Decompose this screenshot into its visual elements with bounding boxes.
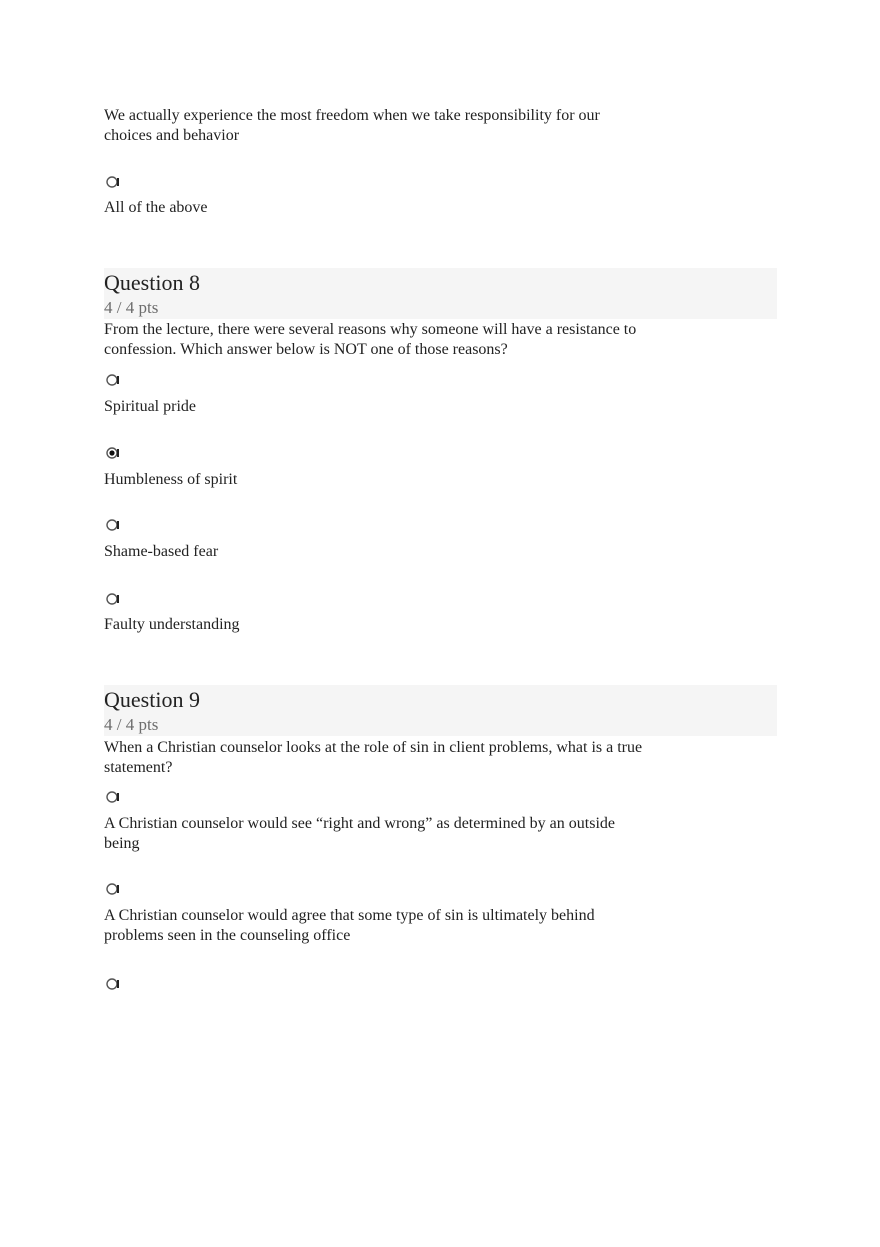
answer-text: Shame-based fear <box>104 543 219 560</box>
answer-text: We actually experience the most freedom when we take responsibility for our choices and behavior <box>104 107 600 144</box>
question-title: Question 8 <box>104 270 200 295</box>
radio-button-selected[interactable] <box>105 445 121 461</box>
radio-button[interactable] <box>105 881 121 897</box>
answer-text: Spiritual pride <box>104 398 196 415</box>
question-points: 4 / 4 pts <box>104 298 159 317</box>
radio-button[interactable] <box>105 789 121 805</box>
question-title: Question 9 <box>104 687 200 712</box>
question-prompt: When a Christian counselor looks at the role of sin in client problems, what is a true statement? <box>104 739 643 776</box>
question-header <box>104 685 777 736</box>
question-header <box>104 268 777 319</box>
radio-button[interactable] <box>105 517 121 533</box>
answer-text: Humbleness of spirit <box>104 471 238 488</box>
answer-text: A Christian counselor would agree that some type of sin is ultimately behind problems seen in the counseling office <box>104 907 595 944</box>
radio-button[interactable] <box>105 372 121 388</box>
radio-button[interactable] <box>105 591 121 607</box>
radio-button[interactable] <box>105 174 121 190</box>
answer-text: A Christian counselor would see “right and wrong” as determined by an outside being <box>104 815 615 852</box>
question-prompt: From the lecture, there were several reasons why someone will have a resistance to confession. Which answer below is NOT one of those reasons? <box>104 321 637 358</box>
answer-text: All of the above <box>104 199 208 216</box>
answer-text: Faulty understanding <box>104 616 240 633</box>
question-points: 4 / 4 pts <box>104 715 159 734</box>
radio-button[interactable] <box>105 976 121 992</box>
